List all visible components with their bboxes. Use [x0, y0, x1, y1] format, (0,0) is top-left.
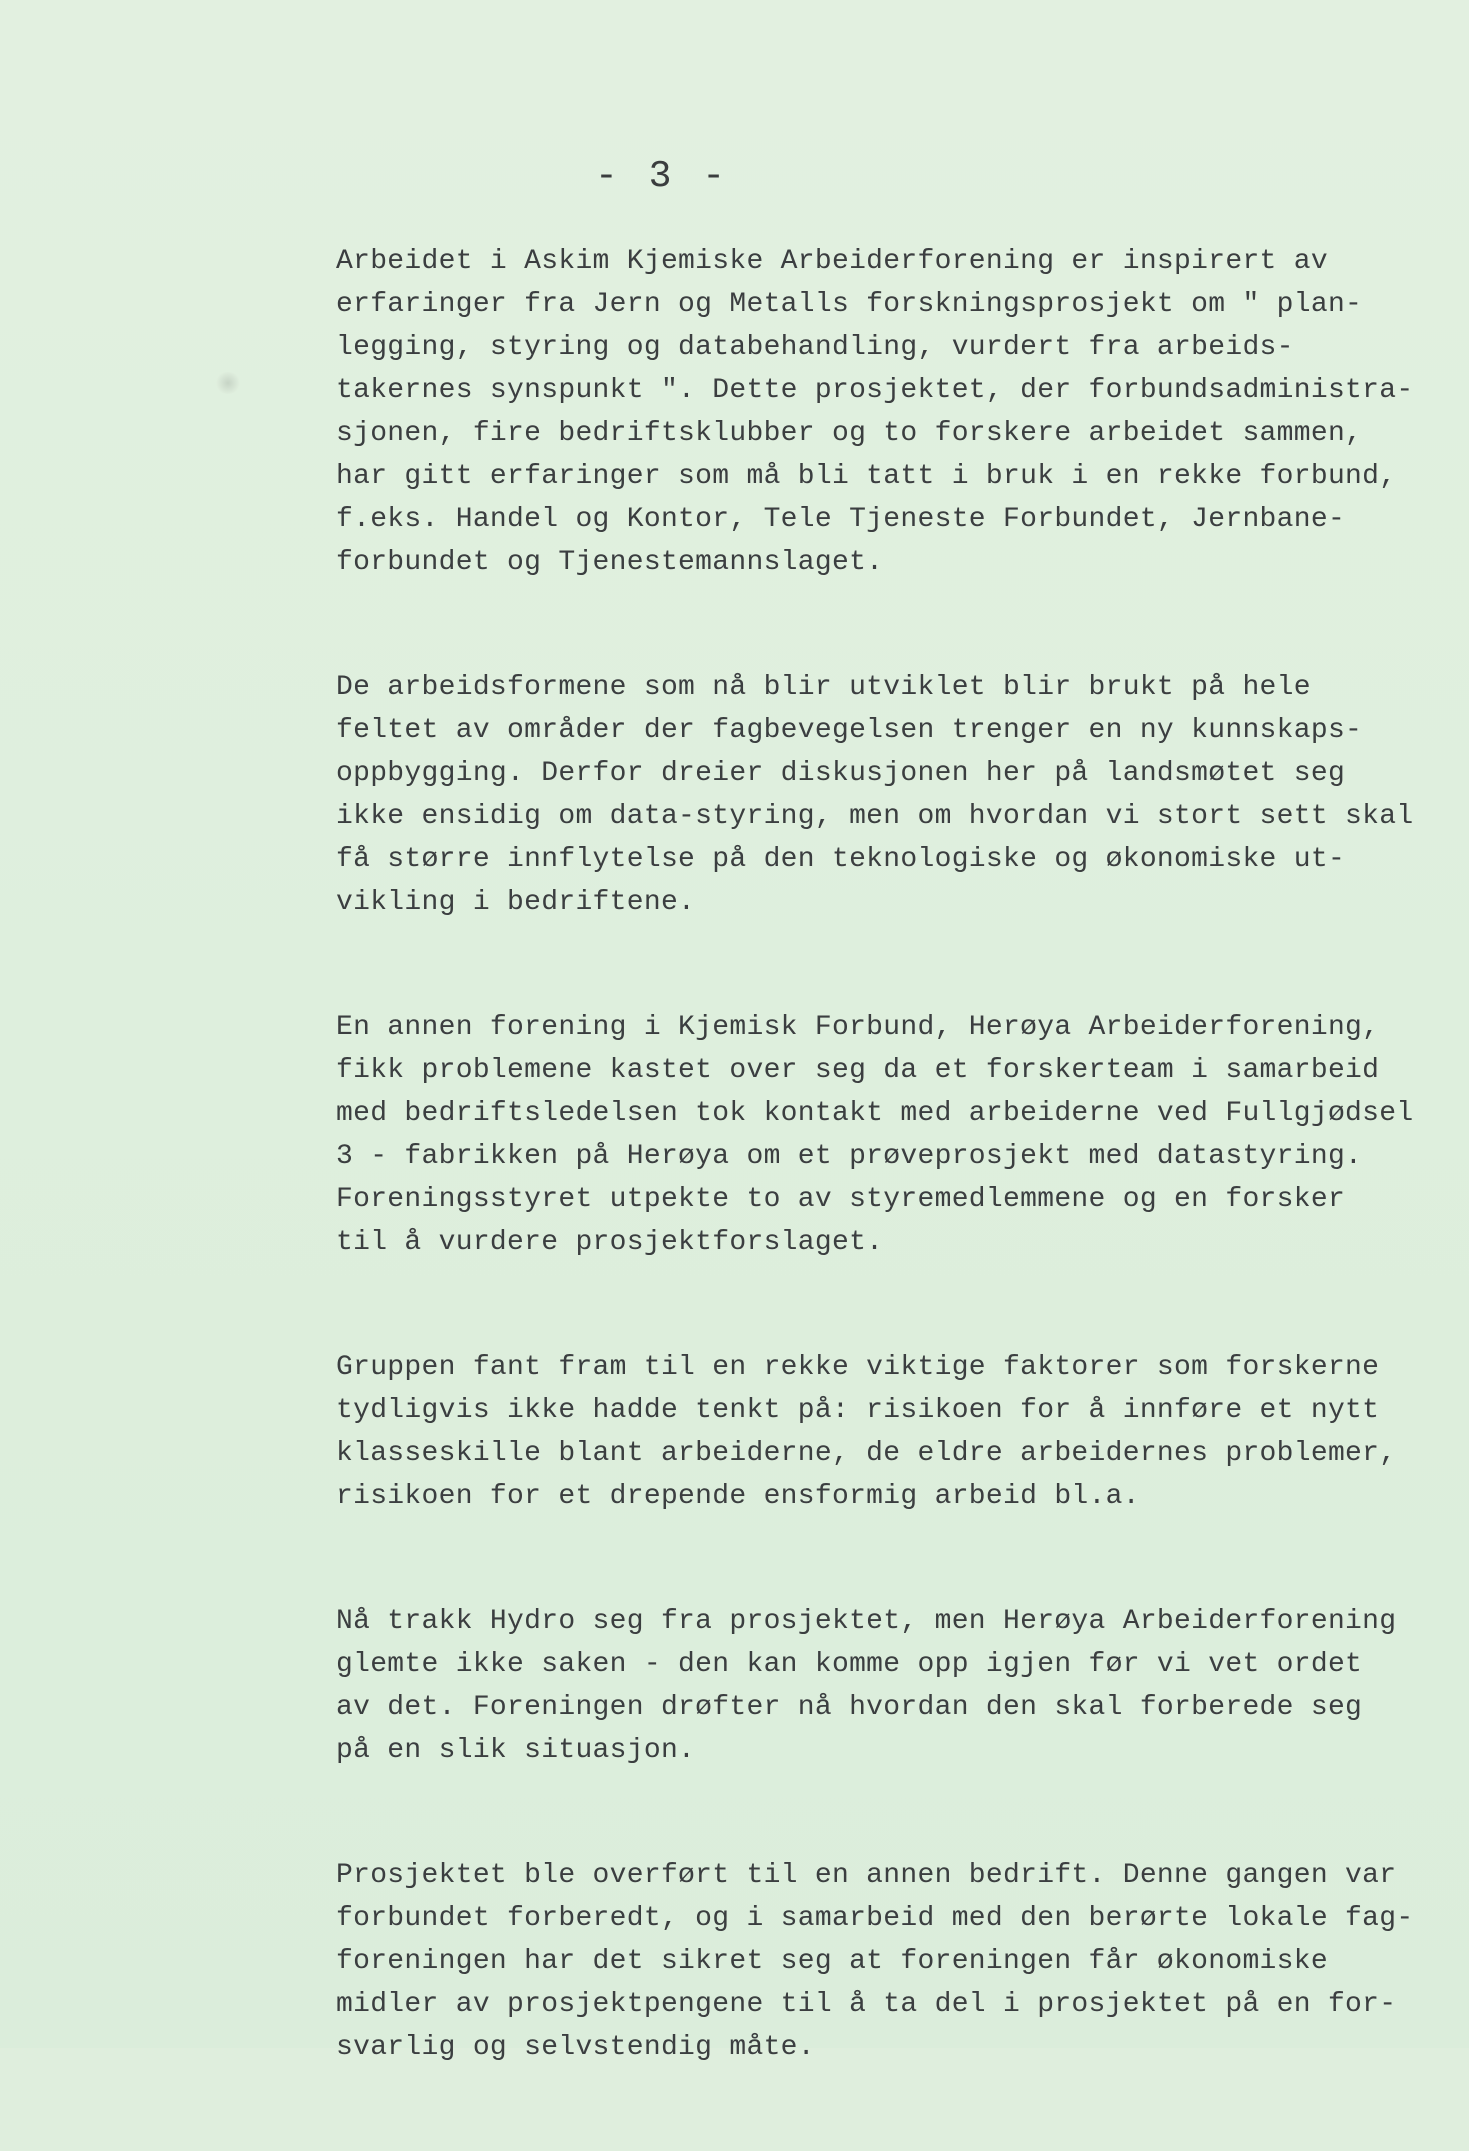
text-line: ikke ensidig om data-styring, men om hvordan vi stort sett skal [336, 801, 1414, 832]
text-line: svarlig og selvstendig måte. [336, 2032, 815, 2063]
text-line: foreningen har det sikret seg at foreningen får økonomiske [336, 1946, 1328, 1977]
text-line: glemte ikke saken - den kan komme opp igjen før vi vet ordet [336, 1649, 1363, 1680]
text-line: De arbeidsformene som nå blir utviklet blir brukt på hele [336, 672, 1311, 703]
text-line: risikoen for et drepende ensformig arbeid bl.a. [336, 1481, 1140, 1512]
text-line: Foreningsstyret utpekte to av styremedlemmene og en forsker [336, 1184, 1346, 1215]
paragraph-6 [336, 1854, 1436, 2069]
text-line: feltet av områder der fagbevegelsen trenger en ny kunnskaps- [336, 715, 1363, 746]
text-line: forbundet forberedt, og i samarbeid med den berørte lokale fag- [336, 1903, 1414, 1934]
text-line: Prosjektet ble overført til en annen bedrift. Denne gangen var [336, 1860, 1397, 1891]
text-line: på en slik situasjon. [336, 1735, 696, 1766]
text-line: takernes synspunkt ". Dette prosjektet, der forbundsadministra- [336, 375, 1414, 406]
text-line: vikling i bedriftene. [336, 887, 696, 918]
text-line: med bedriftsledelsen tok kontakt med arbeiderne ved Fullgjødsel [336, 1098, 1414, 1129]
paper-smudge [215, 372, 241, 394]
paragraph-5 [336, 1600, 1436, 1772]
text-line: 3 - fabrikken på Herøya om et prøveprosjekt med datastyring. [336, 1141, 1363, 1172]
text-line: fikk problemene kastet over seg da et forskerteam i samarbeid [336, 1055, 1380, 1086]
text-line: legging, styring og databehandling, vurdert fra arbeids- [336, 332, 1294, 363]
text-line: oppbygging. Derfor dreier diskusjonen her på landsmøtet seg [336, 758, 1346, 789]
text-line: f.eks. Handel og Kontor, Tele Tjeneste Forbundet, Jernbane- [336, 504, 1346, 535]
page-number: - 3 - [595, 155, 730, 198]
text-line: forbundet og Tjenestemannslaget. [336, 547, 884, 578]
text-line: har gitt erfaringer som må bli tatt i bruk i en rekke forbund, [336, 461, 1397, 492]
text-line: klasseskille blant arbeiderne, de eldre arbeidernes problemer, [336, 1438, 1397, 1469]
text-line: til å vurdere prosjektforslaget. [336, 1227, 884, 1258]
text-line: En annen forening i Kjemisk Forbund, Herøya Arbeiderforening, [336, 1012, 1380, 1043]
text-line: tydligvis ikke hadde tenkt på: risikoen for å innføre et nytt [336, 1395, 1380, 1426]
text-line: Nå trakk Hydro seg fra prosjektet, men Herøya Arbeiderforening [336, 1606, 1397, 1637]
text-line: Gruppen fant fram til en rekke viktige faktorer som forskerne [336, 1352, 1380, 1383]
paragraph-3 [336, 1006, 1436, 1264]
paragraph-2 [336, 666, 1436, 924]
text-line: sjonen, fire bedriftsklubber og to forskere arbeidet sammen, [336, 418, 1363, 449]
text-line: erfaringer fra Jern og Metalls forskningsprosjekt om " plan- [336, 289, 1363, 320]
text-line: av det. Foreningen drøfter nå hvordan den skal forberede seg [336, 1692, 1363, 1723]
text-line: Arbeidet i Askim Kjemiske Arbeiderforening er inspirert av [336, 246, 1328, 277]
body-text [336, 240, 1436, 2151]
text-line: midler av prosjektpengene til å ta del i prosjektet på en for- [336, 1989, 1397, 2020]
paragraph-1 [336, 240, 1436, 584]
paragraph-4 [336, 1346, 1436, 1518]
text-line: få større innflytelse på den teknologiske og økonomiske ut- [336, 844, 1346, 875]
